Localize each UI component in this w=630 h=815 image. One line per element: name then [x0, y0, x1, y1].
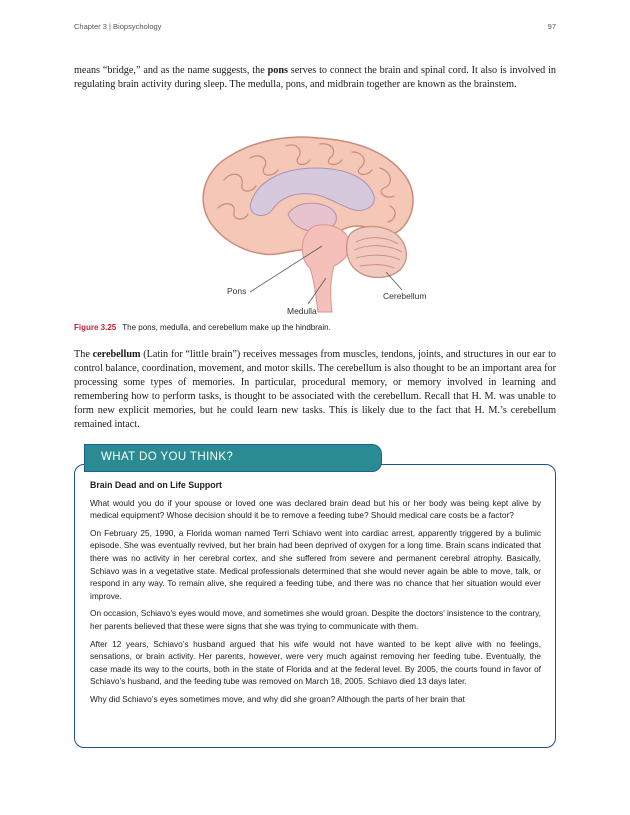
body-paragraph-pons: [74, 64, 556, 92]
page-number: 97: [547, 22, 556, 31]
label-cerebellum: Cerebellum: [383, 291, 427, 301]
label-pons: Pons: [227, 286, 247, 296]
chapter-title: Chapter 3 | Biopsychology: [74, 22, 162, 31]
cerebellum-leader: [386, 272, 402, 290]
brainstem: [302, 225, 350, 312]
figure-number: Figure 3.25: [74, 323, 117, 332]
key-term-pons: pons: [267, 65, 288, 76]
key-term-cerebellum: cerebellum: [92, 349, 141, 360]
text-run: (Latin for “little brain”) receives messages from muscles, tendons, joints, and structures in our ear to control balance, coordination, movement, and motor skills. The cerebellum is also thought to be an important area for processing some types of memories. In particular, procedural memory, or memory involved in learning and remembering how to perform tasks, is thought to be associated with the cerebellum. Recall that H. M. was unable to form new explicit memories, but he could learn new tasks. This is likely due to the fact that H. M.’s cerebellum remained intact.: [74, 349, 556, 430]
body-paragraph-cerebellum: [74, 348, 556, 431]
feature-box-paragraph: Why did Schiavo’s eyes sometimes move, and why did she groan? Although the parts of her brain that: [90, 693, 465, 704]
feature-box-header: WHAT DO YOU THINK?: [84, 444, 382, 472]
text-run: means “bridge,” and as the name suggests, the: [74, 65, 268, 76]
running-header: [74, 22, 556, 34]
hindbrain-figure: [190, 130, 440, 320]
figure-caption: [74, 323, 556, 332]
label-medulla: Medulla: [287, 306, 317, 316]
feature-box-paragraph: On occasion, Schiavo’s eyes would move, and sometimes she would groan. Despite the doctors’ insistence to the contrary, her parents believed that these were signs that she was trying to communicate with them.: [90, 608, 541, 631]
feature-box-content: [90, 479, 541, 711]
feature-box-paragraph: After 12 years, Schiavo’s husband argued that his wife would not have wanted to be kept alive with no feelings, sensations, or brain activity. Her parents, however, were very much against removing her feeding tube. Eventually, the case made its way to the courts, both in the state of Florida and at the federal level. By 2005, the courts found in favor of Schiavo’s husband, and the feeding tube was removed on March 18, 2005. Schiavo died 13 days later.: [90, 638, 541, 687]
cerebellum: [347, 227, 407, 278]
text-run: The: [74, 349, 93, 360]
feature-box-title: Brain Dead and on Life Support: [90, 480, 222, 490]
caption-text: The pons, medulla, and cerebellum make up the hindbrain.: [122, 323, 331, 332]
feature-box-paragraph: On February 25, 1990, a Florida woman named Terri Schiavo went into cardiac arrest, apparently triggered by a bulimic episode. She was eventually revived, but her brain had been deprived of oxygen for a long time. Brain scans indicated that there was no activity in her cerebral cortex, and she suffered from severe and permanent cerebral atrophy. Basically, Schiavo was in a vegetative state. Medical professionals determined that she would never again be able to move, talk, or respond in any way. To remain alive, she required a feeding tube, and there was no chance that her situation would ever improve.: [90, 527, 541, 601]
text-run: serves to connect the brain and spinal cord. It also is involved in regulating brain activity during sleep. The medulla, pons, and midbrain together are known as the brainstem.: [74, 65, 556, 90]
feature-box-paragraph: What would you do if your spouse or loved one was declared brain dead but his or her body was being kept alive by medical equipment? Whose decision should it be to remove a feeding tube? Should medical care costs be a factor?: [90, 497, 541, 521]
